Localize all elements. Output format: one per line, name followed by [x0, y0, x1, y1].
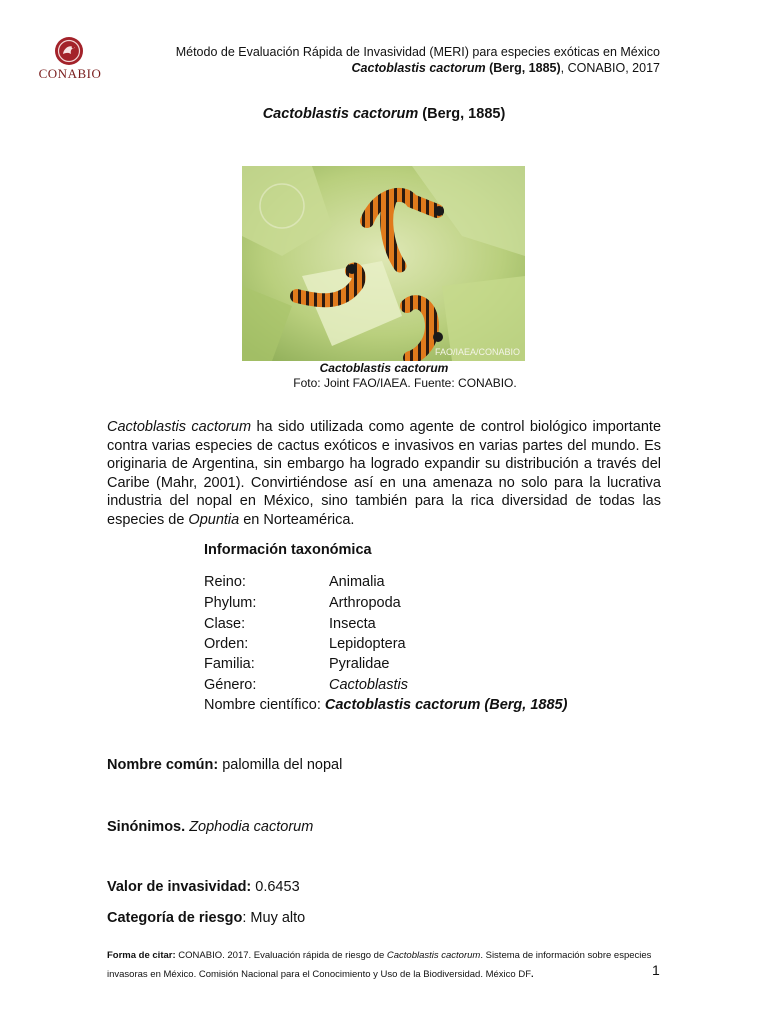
taxonomy-label: Nombre científico:: [204, 697, 321, 713]
conabio-logo: [34, 34, 106, 84]
taxonomy-label: Orden:: [204, 636, 249, 652]
intro-text-2: en Norteamérica.: [239, 511, 355, 528]
document-title: [0, 106, 768, 122]
taxonomy-value: Cactoblastis cactorum (Berg, 1885): [324, 697, 568, 713]
taxonomy-row-familia: [204, 656, 389, 672]
taxonomy-value: Cactoblastis: [329, 677, 408, 693]
taxonomy-value: Lepidoptera: [329, 636, 406, 652]
taxonomy-row-orden: [204, 636, 406, 652]
taxonomy-label: Familia:: [204, 656, 255, 672]
taxonomy-row-reino: [204, 574, 385, 590]
synonyms-label: Sinónimos.: [107, 819, 186, 835]
intro-genus: Opuntia: [188, 511, 240, 528]
intro-text-1: ha sido utilizada como agente de control biológico importante contra varias especies de cactus exóticos e invasivos en varias partes del mundo. Es originaria de Argentina, sin embargo ha logrado expandir su distribución a través del Caribe (Mahr, 2001). Convirtiéndose así en una amenaza no solo para la lucrativa industria del nopal en México, sino también para la rica diversidad de todas las especies de: [107, 419, 662, 528]
citation-text-1: CONABIO. 2017. Evaluación rápida de riesgo de: [175, 950, 387, 961]
logo-text: CONABIO: [38, 66, 102, 81]
header-species: Cactoblastis cactorum: [351, 61, 486, 75]
intro-paragraph: [107, 418, 661, 530]
intro-species: Cactoblastis cactorum: [107, 419, 252, 435]
taxonomy-value: Arthropoda: [329, 595, 401, 611]
taxonomy-label: Clase:: [204, 616, 246, 632]
risk-category: [107, 910, 305, 926]
page-number: 1: [652, 962, 660, 978]
taxonomy-value: Insecta: [329, 616, 376, 632]
invasiveness-value: [107, 879, 300, 895]
header-suffix: , CONABIO, 2017: [560, 61, 660, 75]
taxonomy-label: Género:: [204, 677, 257, 693]
taxonomy-value: Pyralidae: [329, 656, 390, 672]
invasiveness-number: 0.6453: [251, 879, 300, 895]
title-species: Cactoblastis cactorum: [262, 106, 419, 122]
citation-dot: .: [531, 969, 534, 980]
taxonomy-label: Reino:: [204, 574, 246, 590]
common-name: [107, 757, 342, 773]
citation-note: [107, 946, 667, 984]
photo-watermark: FAO/IAEA/CONABIO: [434, 347, 520, 357]
taxonomy-value: Animalia: [329, 574, 385, 590]
risk-label: Categoría de riesgo: [107, 910, 243, 926]
taxonomy-label: Phylum:: [204, 595, 257, 611]
species-photo: [242, 166, 525, 361]
photo-caption-species: Cactoblastis cactorum: [319, 361, 449, 375]
header-author: (Berg, 1885): [489, 61, 561, 75]
taxonomy-row-nombre-cientifico: [204, 697, 567, 713]
title-author: (Berg, 1885): [422, 106, 506, 122]
taxonomy-row-phylum: [204, 595, 401, 611]
risk-value: : Muy alto: [242, 910, 306, 926]
taxonomy-title: Información taxonómica: [204, 542, 372, 558]
header-title: Método de Evaluación Rápida de Invasividad (MERI) para especies exóticas en México: [175, 45, 660, 59]
citation-label: Forma de citar:: [107, 950, 176, 961]
invasiveness-label: Valor de invasividad:: [107, 879, 252, 895]
header-subtitle: [352, 61, 660, 75]
common-name-value: palomilla del nopal: [218, 757, 343, 773]
citation-text-2: . Sistema de información sobre especies invasoras en México. Comisión Nacional para el Conocimiento y Uso de la Biodiversidad. México DF: [107, 950, 652, 980]
common-name-label: Nombre común:: [107, 757, 219, 773]
taxonomy-row-genero: [204, 677, 408, 693]
conabio-emblem-icon: [54, 36, 84, 66]
synonyms: [107, 819, 313, 835]
citation-species: Cactoblastis cactorum: [386, 950, 481, 961]
synonyms-value: Zophodia cactorum: [189, 819, 314, 835]
photo-caption-credit: Foto: Joint FAO/IAEA. Fuente: CONABIO.: [293, 376, 517, 390]
taxonomy-row-clase: [204, 616, 376, 632]
